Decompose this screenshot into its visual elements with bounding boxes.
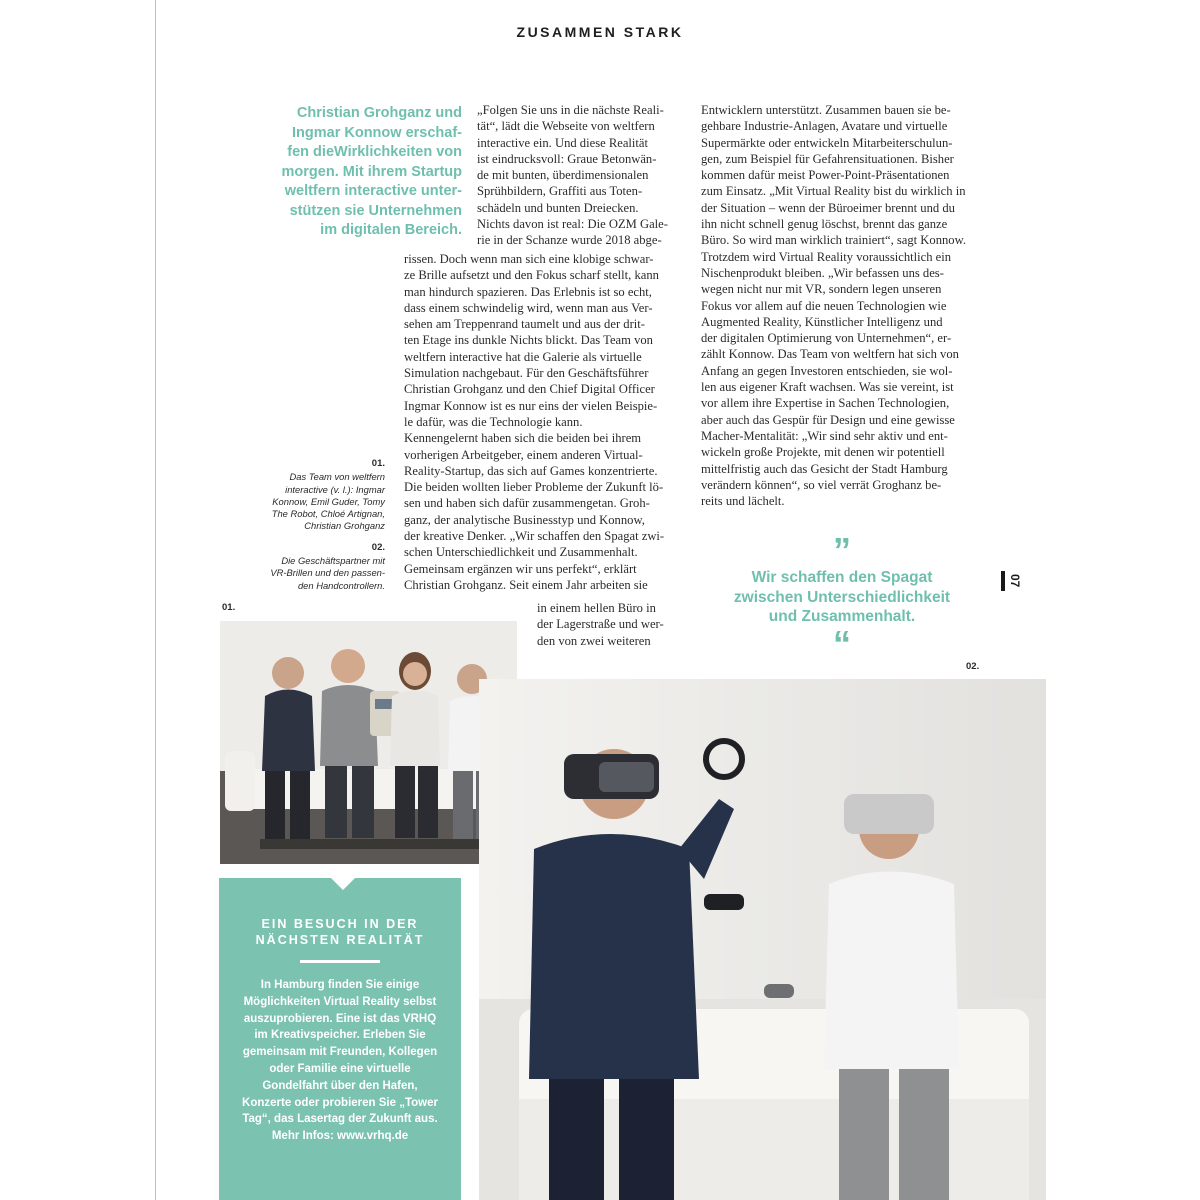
- section-title: ZUSAMMEN STARK: [516, 24, 684, 40]
- article-column-1-main: rissen. Doch wenn man sich eine klobige schwar- ze Brille aufsetzt und den Fokus scharf stellt, kann man hindurch spazieren. Das Erlebnis ist so echt, dass einem schwindelig wird, wenn man aus Ver- sehen am Treppenrand taumelt und aus der drit- ten Etage ins dunkle Nichts blickt. Das Team von weltfern interactive hat die Galerie als virtuelle Simulation nachgebaut. Für den Geschäftsführer Christian Grohganz und den Chief Digital Officer Ingmar Konnow ist es nur eins der vielen Beispie- le dafür, was die Technologie kann. Kennengelernt haben sich die beiden bei ihrem vorherigen Arbeitgeber, einem anderen Virtual- Reality-Startup, das sich auf Games konzentrierte. Die beiden wollten lieber Probleme der Zukunft lö- sen und haben sich dafür zusammengetan. Groh- ganz, der analytische Businesstyp und Konnow, der kreative Denker. „Wir schaffen den Spagat zwi- schen Unterschiedlichkeit und Zusammenhalt. Gemeinsam ergänzen wir uns perfekt“, erklärt Christian Grohganz. Seit einem Jahr arbeiten sie: [404, 252, 665, 592]
- team-photo: [220, 621, 517, 864]
- info-box-notch: [330, 877, 356, 890]
- photo-captions: [230, 458, 385, 601]
- caption-number: 02.: [371, 541, 385, 553]
- info-box-title: EIN BESUCH IN DER NÄCHSTEN REALITÄT: [255, 917, 425, 947]
- article-column-1-bottom: in einem hellen Büro in der Lagerstraße und wer- den von zwei weiteren: [537, 601, 664, 648]
- caption-number: 01.: [371, 458, 385, 469]
- team-photo-illustration: [220, 621, 517, 864]
- info-box-divider: [300, 960, 380, 963]
- open-quote-icon: ”: [833, 530, 851, 571]
- photo-1-label: 01.: [222, 602, 236, 613]
- info-box: [219, 878, 461, 1200]
- article-column-2: Entwicklern unterstützt. Zusammen bauen sie be- gehbare Industrie-Anlagen, Avatare und virtuelle Supermärkte oder entwickeln Mitarbeiterschulun- gen, zum Beispiel für Gefahrensituationen. Bisher kommen dafür meist Power-Point-Präsentationen zum Einsatz. „Mit Virtual Reality bist du wirklich in der Situation – wenn der Büroeimer brennt und du ihn nicht schnell genug löschst, brennt das ganze Büro. So wird man wirklich trainiert“, sagt Konnow. Trotzdem wird Virtual Reality voraussichtlich ein Nischenprodukt bleiben. „Wir befassen uns des- wegen nicht nur mit VR, sondern legen unseren Fokus vor allem auf die neuen Technologien wie Augmented Reality, Künstlicher Intelligenz und der digitalen Optimierung von Unternehmen“, er- zählt Konnow. Das Team von weltfern hat sich von Anfang an gegen Investoren entschieden, sie wol- len aus eigener Kraft wachsen. Was sie vereint, ist vor allem ihre Expertise in Sachen Technologien, aber auch das Gespür für Design und eine gewisse Macher-Mentalität: „Wir sind sehr aktiv und ent- wickeln große Projekte, mit denen wir potentiell mittelfristig auch das Gesicht der Stadt Hamburg verändern können“, so viel verrät Groghanz be- reits und lächelt.: [701, 103, 967, 509]
- vr-photo: [479, 679, 1046, 1200]
- page-number-bar: [1001, 571, 1005, 591]
- photo-2-label: 02.: [966, 661, 980, 672]
- vr-photo-illustration: [479, 679, 1046, 1200]
- page-number-text: 07: [1008, 574, 1022, 588]
- pull-quote: [712, 530, 972, 664]
- article-column-1-top: „Folgen Sie uns in die nächste Reali- tät“, lädt die Webseite von weltfern interactive ein. Und diese Realität ist eindrucksvoll: Graue Betonwän- de mit bunten, überdimensionalen Sprühbildern, Graffiti aus Toten- schädeln und bunten Dreiecken. Nichts davon ist real: Die OZM Gale- rie in der Schanze wurde 2018 abge-: [477, 103, 668, 248]
- caption-text: Das Team von weltfern interactive (v. l.): Ingmar Konnow, Emil Guder, Tomy The Robot, Chloé Artignan, Christian Grohganz: [271, 471, 385, 532]
- margin-rule: [155, 0, 156, 1200]
- info-box-text: In Hamburg finden Sie einige Möglichkeiten Virtual Reality selbst auszuprobieren. Eine ist das VRHQ im Kreativspeicher. Erleben Sie gemeinsam mit Freunden, Kollegen oder Familie eine virtuelle Gondelfahrt über den Hafen, Konzerte oder probieren Sie „Tower Tag“, das Lasertag der Zukunft aus. Mehr Infos: www.vrhq.de: [242, 979, 438, 1143]
- close-quote-icon: “: [833, 622, 851, 664]
- page-number: [1001, 571, 1023, 591]
- lead-paragraph: Christian Grohganz und Ingmar Konnow erschaf- fen dieWirklichkeiten von morgen. Mit ihrem Startup weltfern interactive unter- stützen sie Unternehmen im digitalen Bereich.: [281, 105, 462, 238]
- caption-text: Die Geschäftspartner mit VR-Brillen und den passen- den Handcontrollern.: [270, 555, 385, 591]
- pull-quote-text: Wir schaffen den Spagat zwischen Unterschiedlichkeit und Zusammenhalt.: [733, 569, 951, 625]
